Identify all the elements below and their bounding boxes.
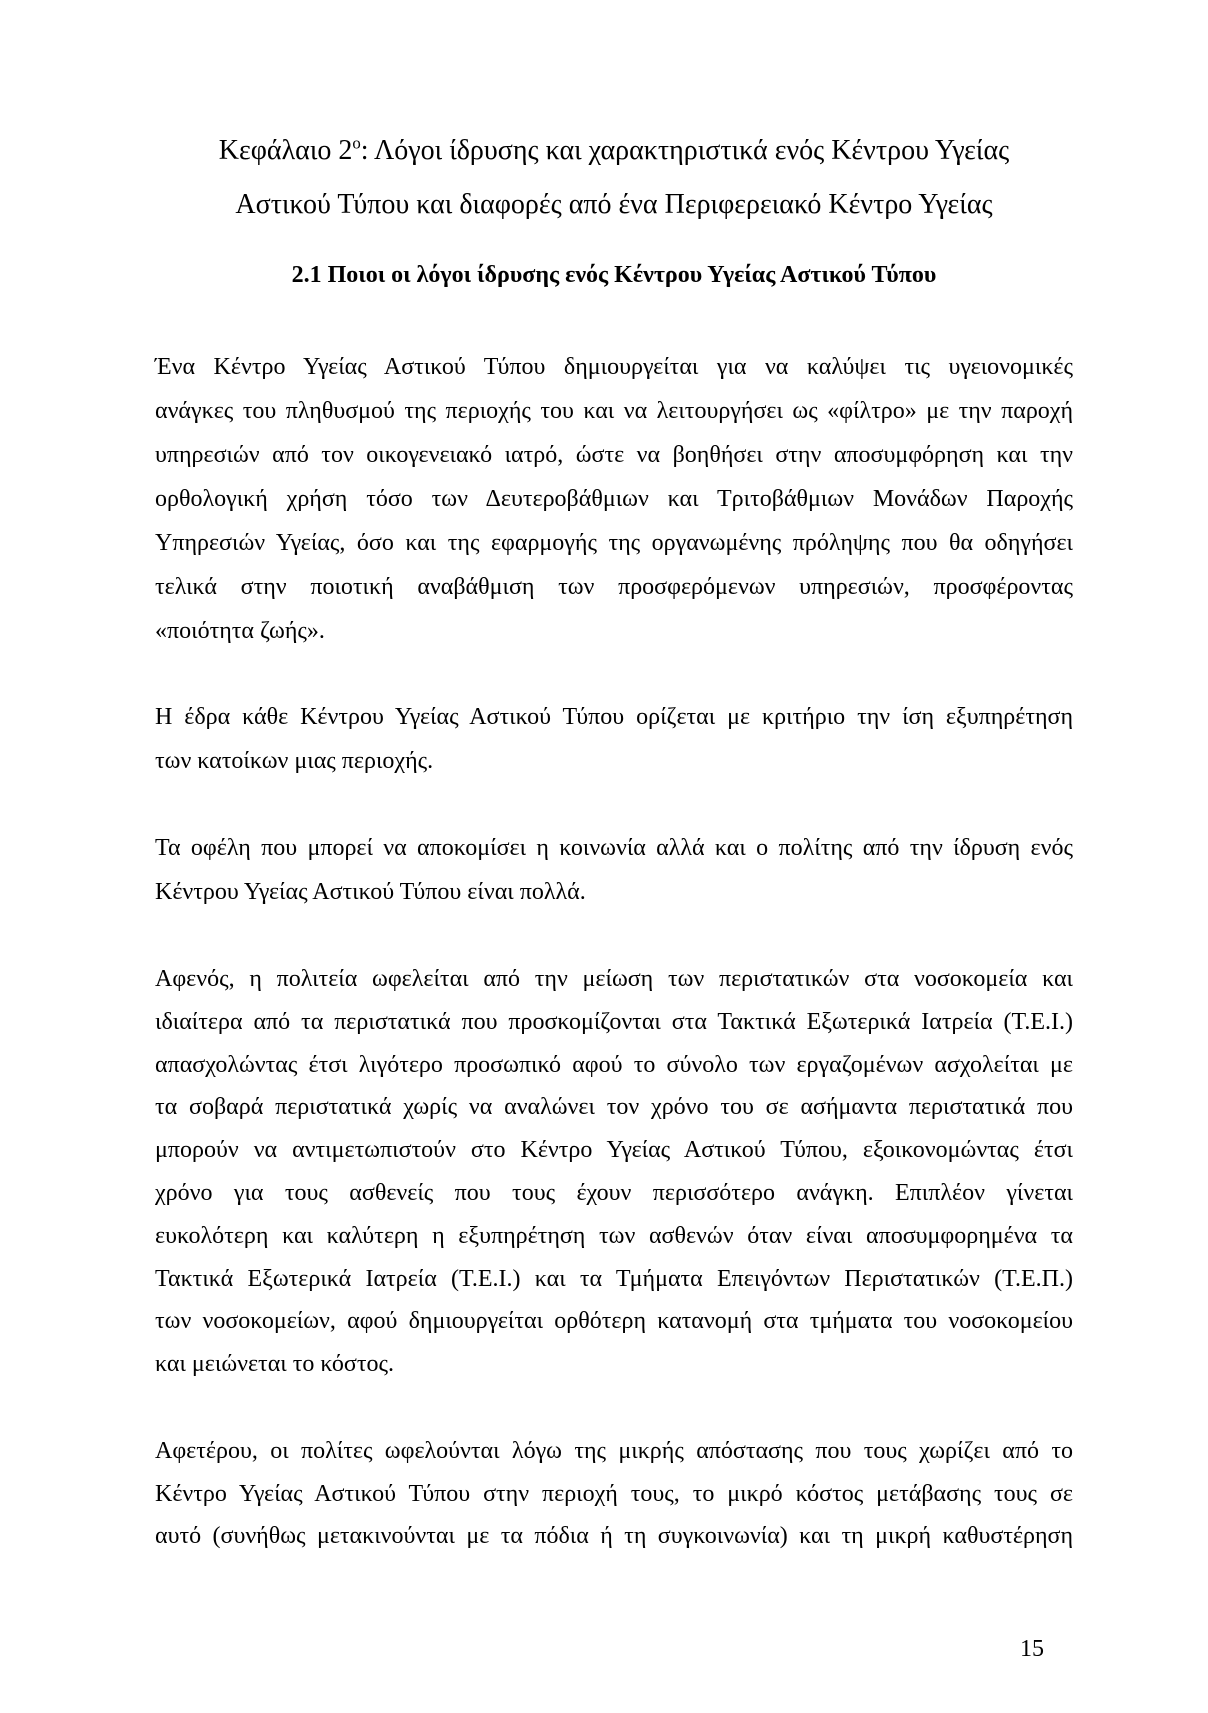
- paragraph-line: Υπηρεσιών Υγείας, όσο και της εφαρμογής της οργανωμένης πρόληψης που θα οδηγήσει: [155, 530, 1073, 556]
- paragraph-line: αυτό (συνήθως μετακινούνται με τα πόδια ή τη συγκοινωνία) και τη μικρή καθυστέρηση: [155, 1523, 1073, 1550]
- paragraph-line: των κατοίκων μιας περιοχής.: [155, 748, 434, 774]
- body-paragraph: [155, 958, 1073, 1386]
- paragraph-line: ιδιαίτερα από τα περιστατικά που προσκομίζονται στα Τακτικά Εξωτερικά Ιατρεία (Τ.Ε.Ι.): [155, 1008, 1073, 1035]
- paragraph-line: Κέντρο Υγείας Αστικού Τύπου στην περιοχή τους, το μικρό κόστος μετάβασης τους σε: [155, 1480, 1073, 1507]
- paragraph-line: μπορούν να αντιμετωπιστούν στο Κέντρο Υγείας Αστικού Τύπου, εξοικονομώντας έτσι: [155, 1137, 1073, 1164]
- body-paragraph: [155, 826, 1073, 914]
- paragraph-line: τελικά στην ποιοτική αναβάθμιση των προσφερόμενων υπηρεσιών, προσφέροντας: [155, 574, 1073, 600]
- body-paragraph: [155, 695, 1073, 783]
- chapter-title-line-1: [155, 131, 1073, 171]
- paragraph-line: και μειώνεται το κόστος.: [155, 1351, 395, 1378]
- chapter-title-text: : Λόγοι ίδρυσης και χαρακτηριστικά ενός Κέντρου Υγείας: [360, 135, 1010, 166]
- paragraph-line: ανάγκες του πληθυσμού της περιοχής του και να λειτουργήσει ως «φίλτρο» με την παροχή: [155, 398, 1073, 424]
- chapter-title-line-2: Αστικού Τύπου και διαφορές από ένα Περιφερειακό Κέντρο Υγείας: [235, 189, 993, 220]
- paragraph-line: Τακτικά Εξωτερικά Ιατρεία (Τ.Ε.Ι.) και τα Τμήματα Επειγόντων Περιστατικών (Τ.Ε.Π.): [155, 1265, 1073, 1292]
- page-number: 15: [1020, 1636, 1044, 1662]
- paragraph-line: Η έδρα κάθε Κέντρου Υγείας Αστικού Τύπου ορίζεται με κριτήριο την ίση εξυπηρέτηση: [155, 704, 1073, 730]
- paragraph-line: Ένα Κέντρο Υγείας Αστικού Τύπου δημιουργείται για να καλύψει τις υγειονομικές: [155, 354, 1073, 380]
- body-paragraph: [155, 1430, 1073, 1558]
- chapter-number-superscript: ο: [352, 133, 361, 153]
- paragraph-line: χρόνο για τους ασθενείς που τους έχουν περισσότερο ανάγκη. Επιπλέον γίνεται: [155, 1179, 1073, 1206]
- paragraph-line: απασχολώντας έτσι λιγότερο προσωπικό αφού το σύνολο των εργαζομένων ασχολείται με: [155, 1051, 1073, 1078]
- paragraph-line: υπηρεσιών από τον οικογενειακό ιατρό, ώστε να βοηθήσει στην αποσυμφόρηση και την: [155, 442, 1073, 468]
- paragraph-line: Αφενός, η πολιτεία ωφελείται από την μείωση των περιστατικών στα νοσοκομεία και: [155, 966, 1073, 992]
- chapter-label: Κεφάλαιο 2: [218, 135, 353, 166]
- paragraph-line: Κέντρου Υγείας Αστικού Τύπου είναι πολλά.: [155, 879, 586, 905]
- paragraph-line: των νοσοκομείων, αφού δημιουργείται ορθότερη κατανομή στα τμήματα του νοσοκομείου: [155, 1308, 1073, 1335]
- paragraph-line: Τα οφέλη που μπορεί να αποκομίσει η κοινωνία αλλά και ο πολίτης από την ίδρυση ενός: [155, 835, 1073, 861]
- body-paragraph: [155, 345, 1073, 653]
- paragraph-line: «ποιότητα ζωής».: [155, 618, 325, 644]
- paragraph-line: ορθολογική χρήση τόσο των Δευτεροβάθμιων και Τριτοβάθμιων Μονάδων Παροχής: [155, 486, 1073, 512]
- paragraph-line: τα σοβαρά περιστατικά χωρίς να αναλώνει τον χρόνο του σε ασήμαντα περιστατικά που: [155, 1094, 1073, 1121]
- section-heading: 2.1 Ποιοι οι λόγοι ίδρυσης ενός Κέντρου Υγείας Αστικού Τύπου: [291, 262, 937, 288]
- paragraph-line: Αφετέρου, οι πολίτες ωφελούνται λόγω της μικρής απόστασης που τους χωρίζει από το: [155, 1438, 1073, 1464]
- paragraph-line: ευκολότερη και καλύτερη η εξυπηρέτηση των ασθενών όταν είναι αποσυμφορημένα τα: [155, 1222, 1073, 1249]
